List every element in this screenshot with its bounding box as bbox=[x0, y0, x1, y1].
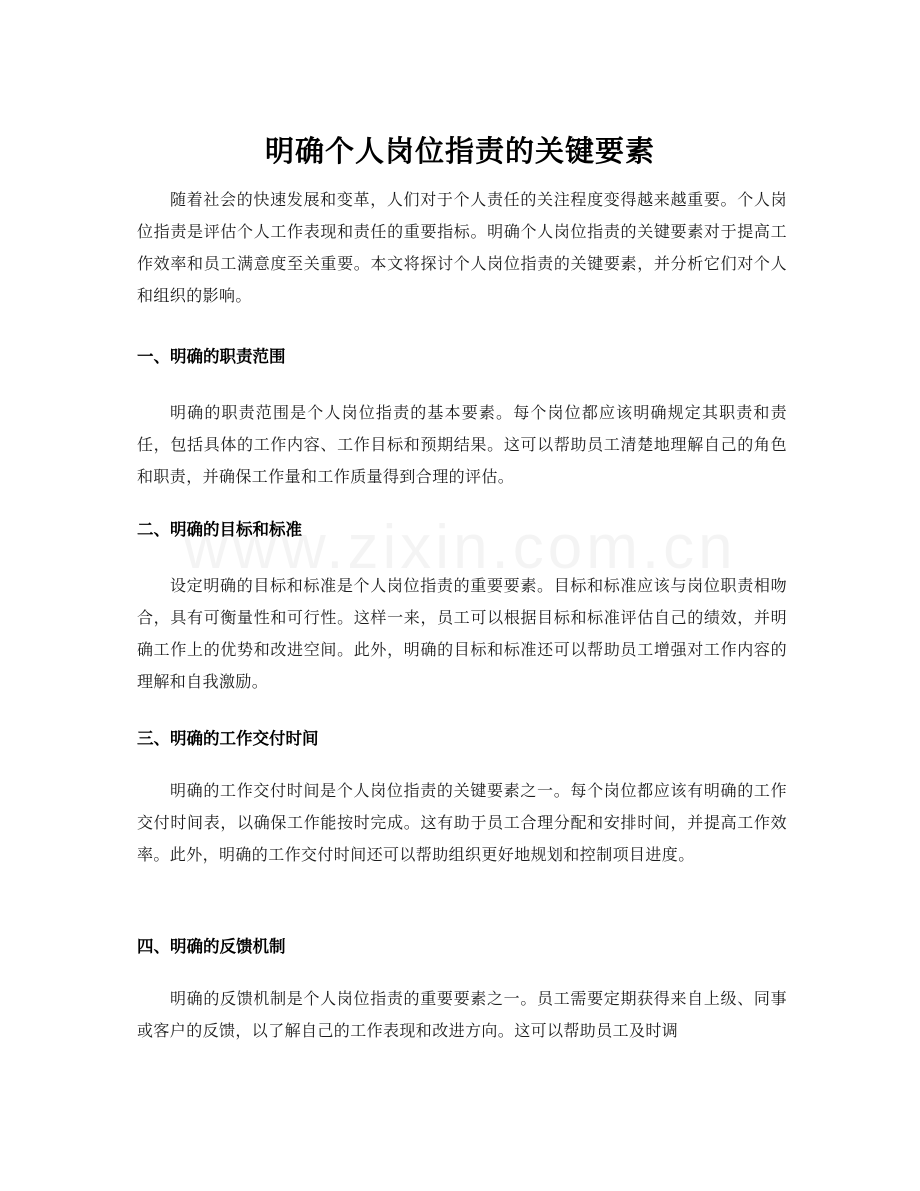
section-heading-4: 四、明确的反馈机制 bbox=[137, 937, 286, 956]
intro-paragraph: 随着社会的快速发展和变革，人们对于个人责任的关注程度变得越来越重要。个人岗位指责是评估个人工作表现和责任的重要指标。明确个人岗位指责的关键要素对于提高工作效率和员工满意度至关重要。本文将探讨个人岗位指责的关键要素，并分析它们对个人和组织的影响。 bbox=[137, 190, 787, 305]
section-body-1: 明确的职责范围是个人岗位指责的基本要素。每个岗位都应该明确规定其职责和责任，包括具体的工作内容、工作目标和预期结果。这可以帮助员工清楚地理解自己的角色和职责，并确保工作量和工作质量得到合理的评估。 bbox=[137, 403, 787, 486]
section-body-4: 明确的反馈机制是个人岗位指责的重要要素之一。员工需要定期获得来自上级、同事或客户的反馈，以了解自己的工作表现和改进方向。这可以帮助员工及时调 bbox=[137, 989, 787, 1040]
section-heading-2: 二、明确的目标和标准 bbox=[137, 520, 302, 539]
section-body-2: 设定明确的目标和标准是个人岗位指责的重要要素。目标和标准应该与岗位职责相吻合，具有可衡量性和可行性。这样一来，员工可以根据目标和标准评估自己的绩效，并明确工作上的优势和改进空间。此外，明确的目标和标准还可以帮助员工增强对工作内容的理解和自我激励。 bbox=[137, 576, 787, 691]
section-heading-1: 一、明确的职责范围 bbox=[137, 347, 286, 366]
section-heading-3: 三、明确的工作交付时间 bbox=[137, 729, 319, 748]
document-title: 明确个人岗位指责的关键要素 bbox=[264, 134, 655, 169]
section-body-3: 明确的工作交付时间是个人岗位指责的关键要素之一。每个岗位都应该有明确的工作交付时间表，以确保工作能按时完成。这有助于员工合理分配和安排时间，并提高工作效率。此外，明确的工作交付时间还可以帮助组织更好地规划和控制项目进度。 bbox=[137, 781, 787, 864]
